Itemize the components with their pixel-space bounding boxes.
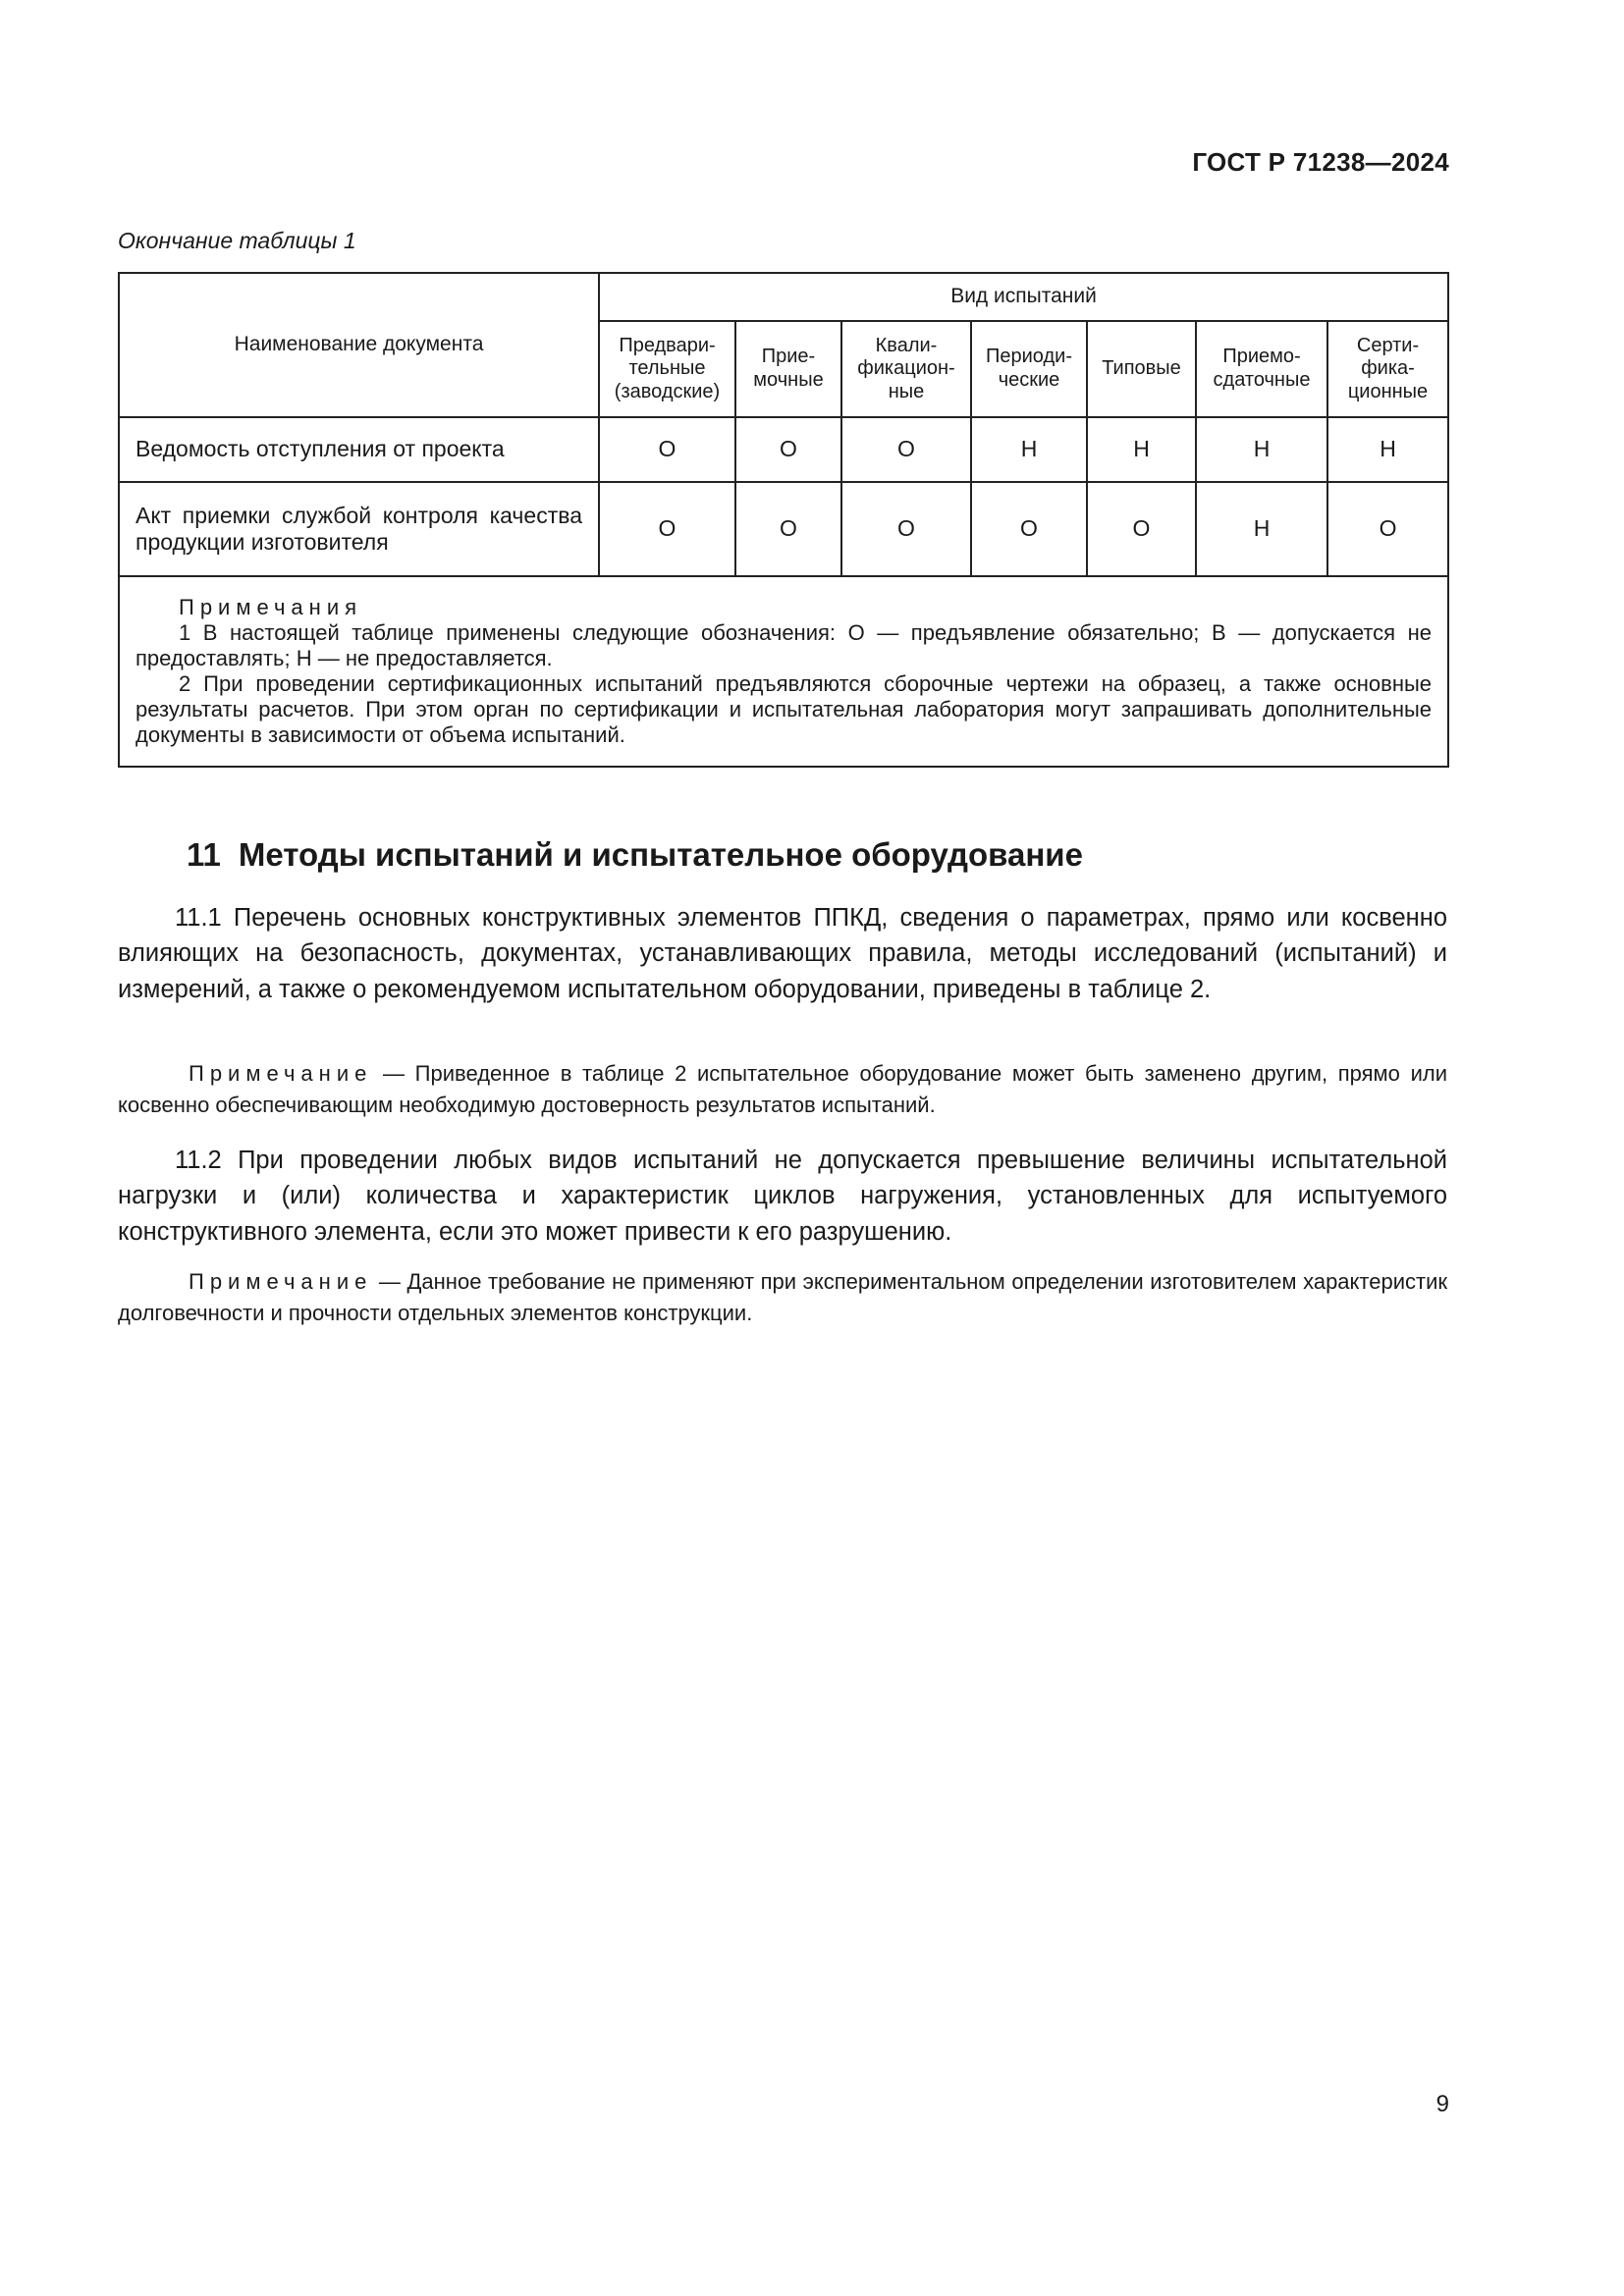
column-header-delivery-acceptance: Приемо- сдаточные (1196, 321, 1327, 417)
section-title: Методы испытаний и испытательное оборудование (238, 836, 1083, 873)
notes-title: Примечания (179, 595, 363, 619)
row-document-name: Ведомость отступления от проекта (119, 417, 599, 482)
paragraph-11-2: 11.2 При проведении любых видов испытаний не допускается превышение величины испытательной нагрузки и (или) количества и характеристик циклов нагружения, установленных для испытуемого конструктивного элемента, если это может привести к его разрушению. (118, 1147, 1447, 1246)
table-cell: О (841, 482, 971, 576)
paragraph-11-1: 11.1 Перечень основных конструктивных элементов ППКД, сведения о параметрах, прямо или косвенно влияющих на безопасность, документах, устанавливающих правила, методы исследований (испытаний) и измерений, а также о рекомендуемом испытательном оборудовании, приведены в таблице 2. (118, 904, 1447, 1003)
note-11-2 (118, 1266, 1447, 1329)
document-table (118, 272, 1449, 768)
note-11-1 (118, 1058, 1447, 1121)
table-cell: О (1327, 482, 1448, 576)
note-label: Примечание (189, 1061, 373, 1086)
table-cell: О (735, 482, 841, 576)
document-code: ГОСТ Р 71238—2024 (1192, 147, 1449, 177)
note-item: 1 В настоящей таблице применены следующие обозначения: О — предъявление обязательно; В — допускается не предоставлять; Н — не предоставляется. (135, 619, 1433, 670)
note-text: — Приведенное в таблице 2 испытательное оборудование может быть заменено другим, прямо или косвенно обеспечивающим необходимую достоверность результатов испытаний. (118, 1061, 1447, 1117)
note-text: — Данное требование не применяют при экспериментальном определении изготовителем характеристик долговечности и прочности отдельных элементов конструкции. (118, 1269, 1447, 1325)
table-cell: О (599, 417, 735, 482)
column-header-acceptance: Прие- мочные (735, 321, 841, 417)
note-label: Примечание (189, 1269, 373, 1294)
column-header-document-name: Наименование документа (119, 273, 599, 417)
table-cell: Н (1196, 482, 1327, 576)
page-number: 9 (1435, 2091, 1449, 2117)
table-row (119, 417, 1448, 482)
column-header-periodic: Периоди- ческие (971, 321, 1087, 417)
table-cell: Н (1087, 417, 1196, 482)
table-cell: О (841, 417, 971, 482)
column-header-qualification: Квали- фикацион- ные (841, 321, 971, 417)
table-cell: Н (1327, 417, 1448, 482)
column-header-certification: Серти- фика- ционные (1327, 321, 1448, 417)
table-cell: О (1087, 482, 1196, 576)
column-group-header-test-type: Вид испытаний (599, 273, 1448, 321)
table-cell: О (971, 482, 1087, 576)
table-cell: Н (1196, 417, 1327, 482)
section-heading (187, 836, 1083, 874)
table-row (119, 482, 1448, 576)
table-cell: О (735, 417, 841, 482)
table-cell: О (599, 482, 735, 576)
table-cell: Н (971, 417, 1087, 482)
column-header-type: Типовые (1087, 321, 1196, 417)
table-caption: Окончание таблицы 1 (118, 228, 356, 253)
note-item: 2 При проведении сертификационных испытаний предъявляются сборочные чертежи на образец, а также основные результаты расчетов. При этом орган по сертификации и испытательная лаборатория могут запрашивать дополнительные документы в зависимости от объема испытаний. (135, 670, 1433, 747)
section-number: 11 (187, 836, 221, 873)
table-notes (119, 576, 1448, 767)
row-document-name: Акт приемки службой контроля качества продукции изготовителя (119, 482, 599, 576)
column-header-preliminary: Предвари- тельные (заводские) (599, 321, 735, 417)
